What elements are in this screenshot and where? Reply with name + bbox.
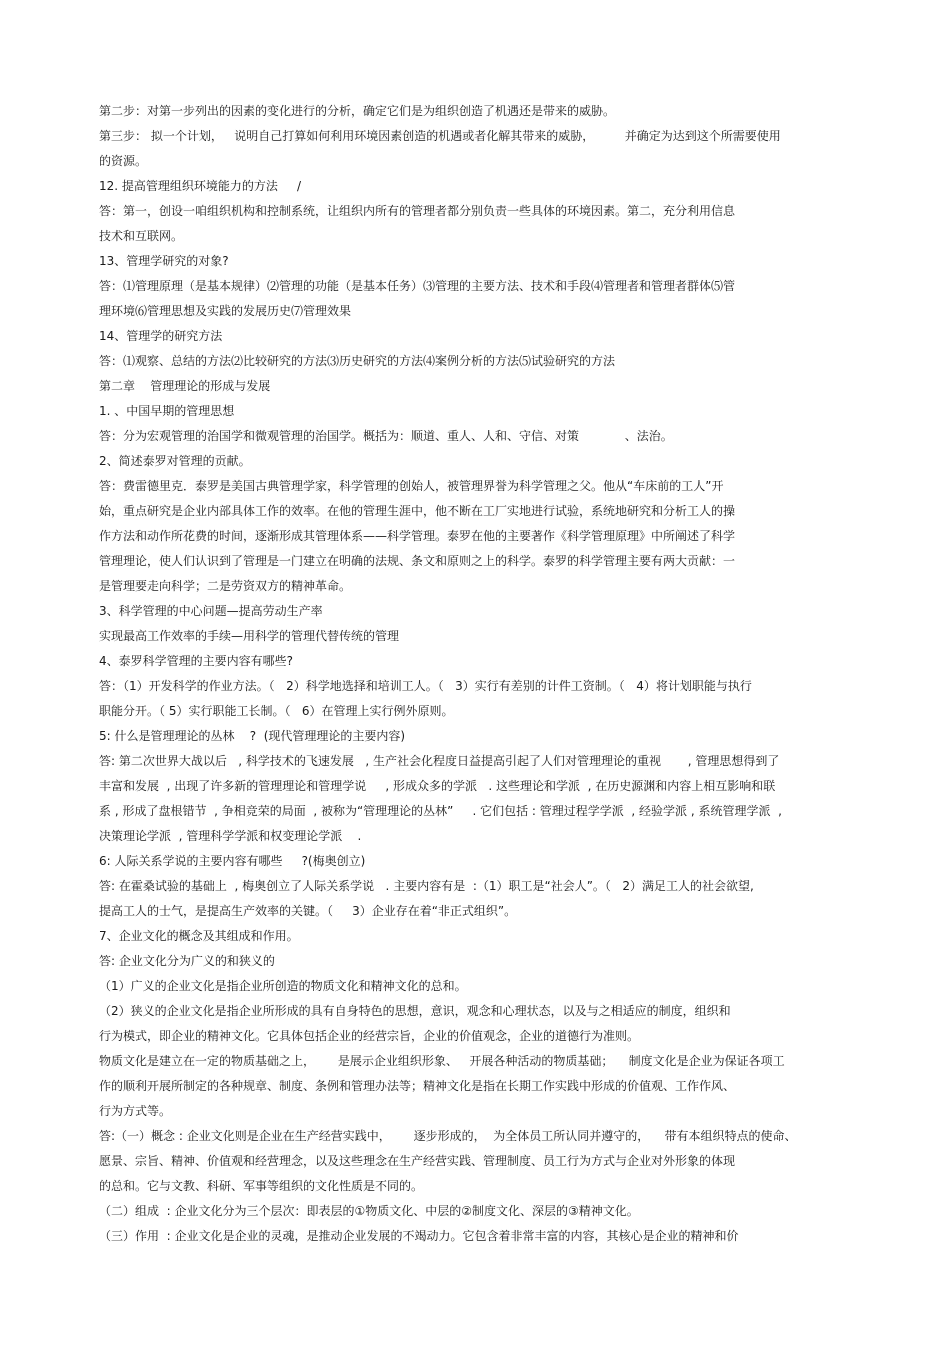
text-line: 的资源。 bbox=[99, 154, 148, 168]
text-line: 第二步：对第一步列出的因素的变化进行的分析，确定它们是为组织创造了机遇还是带来的威胁。 bbox=[99, 104, 616, 118]
text-line: 职能分开。（ 5）实行职能工长制。（ 6）在管理上实行例外原则。 bbox=[99, 704, 454, 718]
section-heading: 4、泰罗科学管理的主要内容有哪些? bbox=[99, 654, 294, 668]
text-line: 答: 第二次世界大战以后 , 科学技术的飞速发展 , 生产社会化程度日益提高引起了人们对管理理论的重视 , 管理思想得到了 bbox=[99, 754, 780, 768]
text-line: 的总和。它与文教、科研、军事等组织的文化性质是不同的。 bbox=[99, 1179, 424, 1193]
section-heading: 5: 什么是管理理论的丛林 ? (现代管理理论的主要内容) bbox=[99, 729, 406, 743]
text-line: （三）作用 : 企业文化是企业的灵魂，是推动企业发展的不竭动力。它包含着非常丰富的内容，其核心是企业的精神和价 bbox=[99, 1229, 739, 1243]
text-line: 行为方式等。 bbox=[99, 1104, 172, 1118]
text-line: 答：（1）开发科学的作业方法。（ 2）科学地选择和培训工人。（ 3）实行有差别的计件工资制。（ 4）将计划职能与执行 bbox=[99, 679, 752, 693]
text-line: 作方法和动作所花费的时间，逐渐形成其管理体系——科学管理。泰罗在他的主要著作《科学管理原理》中所阐述了科学 bbox=[99, 529, 736, 543]
section-heading: 6: 人际关系学说的主要内容有哪些 ?(梅奥创立) bbox=[99, 854, 366, 868]
text-line: 答：分为宏观管理的治国学和微观管理的治国学。概括为：顺道、重人、人和、守信、对策 、法治。 bbox=[99, 429, 673, 443]
text-line: 实现最高工作效率的手续—用科学的管理代替传统的管理 bbox=[99, 629, 400, 643]
text-line: 答：⑴观察、总结的方法⑵比较研究的方法⑶历史研究的方法⑷案例分析的方法⑸试验研究的方法 bbox=[99, 354, 616, 368]
text-line: 管理理论，使人们认识到了管理是一门建立在明确的法规、条文和原则之上的科学。泰罗的科学管理主要有两大贡献：一 bbox=[99, 554, 736, 568]
text-line: 愿景、宗旨、精神、价值观和经营理念，以及这些理念在生产经营实践、管理制度、员工行为方式与企业对外形象的体现 bbox=[99, 1154, 736, 1168]
text-line: 物质文化是建立在一定的物质基础之上， 是展示企业组织形象、 开展各种活动的物质基础； 制度文化是企业为保证各项工 bbox=[99, 1054, 785, 1068]
text-line: 理环境⑹管理思想及实践的发展历史⑺管理效果 bbox=[99, 304, 352, 318]
section-heading: 12. 提高管理组织环境能力的方法 / bbox=[99, 179, 302, 193]
text-line: 作的顺利开展所制定的各种规章、制度、条例和管理办法等；精神文化是指在长期工作实践中形成的价值观、工作作风、 bbox=[99, 1079, 736, 1093]
chapter-heading: 第二章 管理理论的形成与发展 bbox=[99, 379, 271, 393]
text-line: 答:（一）概念 : 企业文化则是企业在生产经营实践中， 逐步形成的， 为全体员工所认同并遵守的， 带有本组织特点的使命、 bbox=[99, 1129, 797, 1143]
text-line: 始，重点研究是企业内部具体工作的效率。在他的管理生涯中，他不断在工厂实地进行试验，系统地研究和分析工人的操 bbox=[99, 504, 736, 518]
text-line: 答：费雷德里克．泰罗是美国古典管理学家，科学管理的创始人，被管理界誉为科学管理之父。他从“车床前的工人”开 bbox=[99, 479, 724, 493]
text-line: 第三步： 拟一个计划， 说明自己打算如何利用环境因素创造的机遇或者化解其带来的威胁， 并确定为达到这个所需要使用 bbox=[99, 129, 781, 143]
section-heading: 1. 、中国早期的管理思想 bbox=[99, 404, 235, 418]
text-line: 决策理论学派 , 管理科学学派和权变理论学派 . bbox=[99, 829, 362, 843]
text-line: （2）狭义的企业文化是指企业所形成的具有自身特色的思想，意识，观念和心理状态，以及与之相适应的制度，组织和 bbox=[99, 1004, 731, 1018]
text-line: （二）组成 : 企业文化分为三个层次：即表层的①物质文化、中层的②制度文化、深层的③精神文化。 bbox=[99, 1204, 639, 1218]
text-line: 答：第一，创设一咱组织机构和控制系统，让组织内所有的管理者都分别负责一些具体的环境因素。第二，充分利用信息 bbox=[99, 204, 736, 218]
text-line: 丰富和发展 , 出现了许多新的管理理论和管理学说 , 形成众多的学派 . 这些理论和学派 , 在历史源渊和内容上相互影响和联 bbox=[99, 779, 776, 793]
section-heading: 14、管理学的研究方法 bbox=[99, 329, 223, 343]
section-heading: 3、科学管理的中心问题—提高劳动生产率 bbox=[99, 604, 323, 618]
text-line: 答：⑴管理原理（是基本规律）⑵管理的功能（是基本任务）⑶管理的主要方法、技术和手段⑷管理者和管理者群体⑸管 bbox=[99, 279, 736, 293]
text-line: 系 , 形成了盘根错节 , 争相竞荣的局面 , 被称为“管理理论的丛林” . 它们包括 : 管理过程学学派 , 经验学派 , 系统管理学派 , bbox=[99, 804, 782, 818]
text-line: 答: 企业文化分为广义的和狭义的 bbox=[99, 954, 275, 968]
text-line: 是管理要走向科学；二是劳资双方的精神革命。 bbox=[99, 579, 352, 593]
text-line: 答: 在霍桑试验的基础上 , 梅奥创立了人际关系学说 . 主要内容有是 :（1）职工是“社会人”。（ 2）满足工人的社会欲望, bbox=[99, 879, 754, 893]
text-line: 技术和互联网。 bbox=[99, 229, 184, 243]
text-line: 提高工人的士气，是提高生产效率的关键。（ 3）企业存在着“非正式组织”。 bbox=[99, 904, 517, 918]
text-line: （1）广义的企业文化是指企业所创造的物质文化和精神文化的总和。 bbox=[99, 979, 467, 993]
section-heading: 2、简述泰罗对管理的贡献。 bbox=[99, 454, 251, 468]
section-heading: 7、企业文化的概念及其组成和作用。 bbox=[99, 929, 299, 943]
text-line: 行为模式，即企业的精神文化。它具体包括企业的经营宗旨，企业的价值观念，企业的道德行为准则。 bbox=[99, 1029, 640, 1043]
section-heading: 13、管理学研究的对象? bbox=[99, 254, 229, 268]
